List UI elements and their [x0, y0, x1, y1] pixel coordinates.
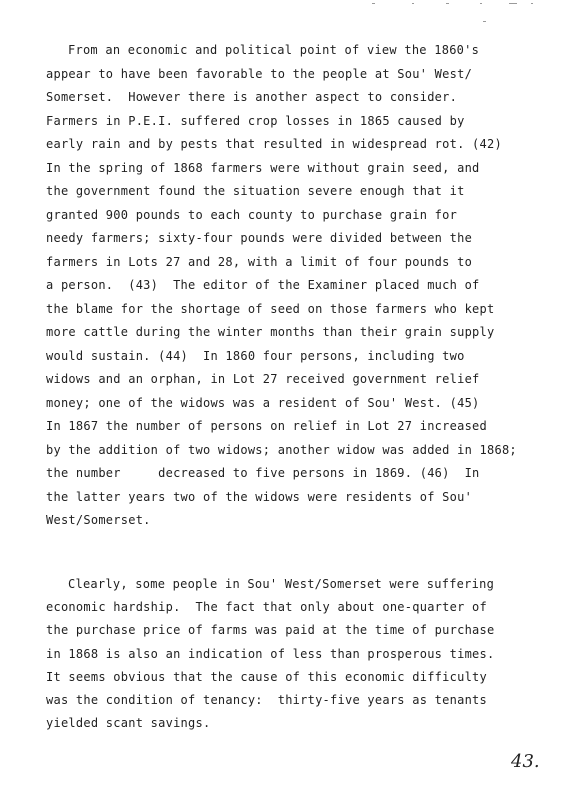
scan-artifact [446, 3, 449, 4]
text-line: In the spring of 1868 farmers were without grain seed, and [46, 160, 480, 175]
text-line: a person. (43) The editor of the Examiner placed much of [46, 278, 480, 292]
text-line: In 1867 the number of persons on relief in Lot 27 increased [46, 419, 488, 433]
text-line: West/Somerset. [46, 513, 151, 527]
text-line: would sustain. (44) In 1860 four persons, including two [46, 348, 465, 363]
text-line: the purchase price of farms was paid at the time of purchase [46, 623, 495, 638]
text-line: the government found the situation severe enough that it [46, 184, 465, 198]
text-line: economic hardship. The fact that only about one-quarter of [46, 600, 488, 615]
text-line: widows and an orphan, in Lot 27 received government relief [46, 372, 480, 386]
text-line: Clearly, some people in Sou' West/Somerset were suffering [68, 577, 495, 591]
text-line: early rain and by pests that resulted in widespread rot. (42) [46, 137, 502, 151]
text-line: in 1868 is also an indication of less than prosperous times. [46, 646, 495, 661]
text-line: money; one of the widows was a resident of Sou' West. (45) [46, 395, 480, 410]
scan-artifact [509, 3, 517, 4]
text-line: the blame for the shortage of seed on those farmers who kept [46, 301, 495, 316]
text-line: yielded scant savings. [46, 716, 211, 731]
scan-artifact [480, 3, 482, 4]
text-line: by the addition of two widows; another widow was added in 1868; [46, 442, 517, 457]
text-line: the latter years two of the widows were residents of Sou' [46, 489, 473, 504]
scan-artifact [412, 3, 414, 4]
paragraph-2 [46, 573, 571, 735]
text-line: farmers in Lots 27 and 28, with a limit of four pounds to [46, 254, 473, 269]
text-line: Farmers in P.E.I. suffered crop losses in 1865 caused by [46, 113, 465, 128]
scan-artifact [372, 3, 375, 4]
text-line: more cattle during the winter months than their grain supply [46, 325, 495, 339]
page-number: 43. [511, 751, 540, 772]
text-line: granted 900 pounds to each county to purchase grain for [46, 207, 458, 222]
text-line: It seems obvious that the cause of this economic difficulty [46, 669, 488, 684]
text-line: Somerset. However there is another aspect to consider. [46, 90, 458, 104]
paragraph-1 [46, 39, 571, 533]
text-line: needy farmers; sixty-four pounds were divided between the [46, 231, 473, 245]
text-line: appear to have been favorable to the people at Sou' West/ [46, 66, 473, 81]
text-line: From an economic and political point of view the 1860's [68, 43, 480, 57]
scan-artifact [531, 3, 533, 4]
text-line: was the condition of tenancy: thirty-five years as tenants [46, 692, 488, 707]
text-line: the number decreased to five persons in 1869. (46) In [46, 466, 480, 480]
scan-artifact [483, 21, 486, 22]
